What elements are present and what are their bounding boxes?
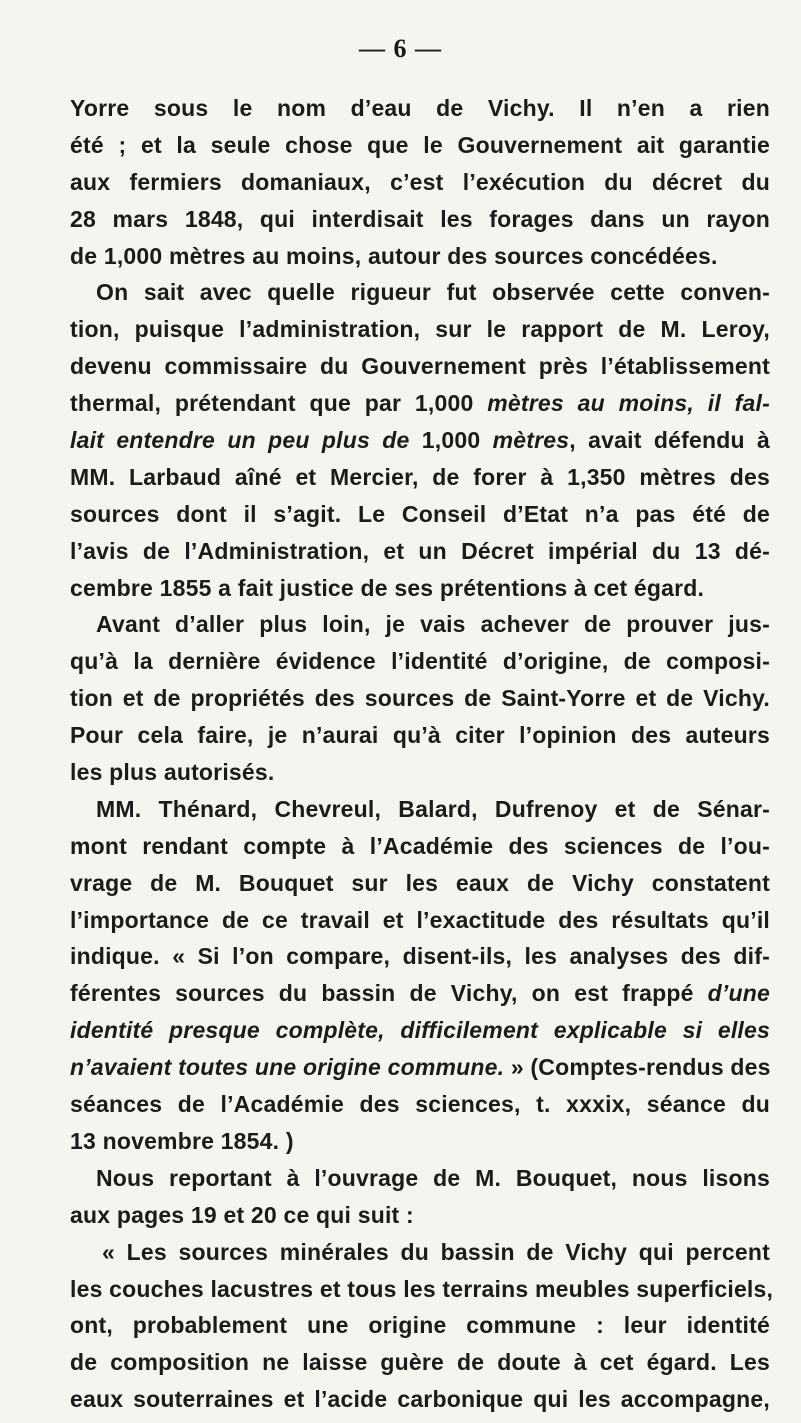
text-line	[70, 975, 770, 1012]
text-line: Avant d’aller plus loin, je vais achever de prouver jus-	[96, 611, 770, 638]
text-line	[70, 1049, 770, 1086]
text-line: mont rendant compte à l’Académie des sciences de l’ou-	[70, 832, 770, 859]
text-line: les plus autorisés.	[70, 759, 275, 786]
text-line: 28 mars 1848, qui interdisait les forages dans un rayon	[70, 205, 770, 232]
text-run: , avait défendu à	[569, 427, 770, 454]
text-line: Nous reportant à l’ouvrage de M. Bouquet, nous lisons	[96, 1164, 770, 1191]
text-line: 13 novembre 1854. )	[70, 1127, 294, 1154]
italic-run: n’avaient toutes une origine commune.	[70, 1054, 505, 1081]
text-line: sources dont il s’agit. Le Conseil d’Etat n’a pas été de	[70, 500, 770, 527]
italic-run: mètres au moins, il fal-	[487, 390, 770, 417]
text-line: aux fermiers domaniaux, c’est l’exécution du décret du	[70, 168, 770, 195]
text-line: vrage de M. Bouquet sur les eaux de Vichy constatent	[70, 869, 770, 896]
page-number: — 6 —	[359, 34, 442, 63]
text-line: tion, puisque l’administration, sur le rapport de M. Leroy,	[70, 316, 770, 343]
text-line	[70, 1012, 770, 1049]
text-line: été ; et la seule chose que le Gouvernement ait garantie	[70, 131, 770, 158]
text-line: l’importance de ce travail et l’exactitude des résultats qu’il	[70, 906, 770, 933]
text-line: les couches lacustres et tous les terrains meubles superficiels,	[70, 1275, 774, 1302]
text-line: indique. « Si l’on compare, disent-ils, les analyses des dif-	[70, 943, 770, 970]
text-run: » (Comptes-rendus des	[504, 1054, 771, 1081]
italic-run: lait entendre un peu plus de	[70, 427, 422, 454]
italic-run: d’une	[707, 980, 770, 1007]
text-line: Pour cela faire, je n’aurai qu’à citer l’opinion des auteurs	[70, 722, 770, 749]
text-line	[70, 422, 770, 459]
text-line: de 1,000 mètres au moins, autour des sources concédées.	[70, 242, 718, 269]
text-line: devenu commissaire du Gouvernement près l’établissement	[70, 353, 770, 380]
text-line: ont, probablement une origine commune : leur identité	[70, 1312, 770, 1339]
text-line: « Les sources minérales du bassin de Vichy qui percent	[102, 1238, 770, 1265]
text-run: férentes sources du bassin de Vichy, on est frappé	[70, 980, 708, 1007]
text-line: qu’à la dernière évidence l’identité d’origine, de composi-	[70, 648, 770, 675]
text-line: aux pages 19 et 20 ce qui suit :	[70, 1201, 414, 1228]
italic-run: mètres	[492, 427, 570, 454]
text-line: tion et de propriétés des sources de Saint-Yorre et de Vichy.	[70, 685, 770, 712]
text-line: eaux souterraines et l’acide carbonique qui les accompagne,	[70, 1386, 770, 1413]
text-line: On sait avec quelle rigueur fut observée cette conven-	[96, 279, 770, 306]
text-line: MM. Thénard, Chevreul, Balard, Dufrenoy et de Sénar-	[96, 795, 770, 822]
text-line: MM. Larbaud aîné et Mercier, de forer à 1,350 mètres des	[70, 463, 770, 490]
text-run: thermal, prétendant que par 1,000	[70, 390, 488, 417]
italic-run: identité presque complète, difficilement explicable si elles	[70, 1017, 770, 1044]
text-line: séances de l’Académie des sciences, t. xxxix, séance du	[70, 1091, 770, 1118]
text-line: de composition ne laisse guère de doute à cet égard. Les	[70, 1349, 770, 1376]
body-text	[70, 90, 774, 1418]
text-line	[70, 385, 770, 422]
text-line: l’avis de l’Administration, et un Décret impérial du 13 dé-	[70, 537, 770, 564]
text-line: cembre 1855 a fait justice de ses prétentions à cet égard.	[70, 574, 705, 601]
text-line: Yorre sous le nom d’eau de Vichy. Il n’en a rien	[70, 95, 770, 121]
text-run: 1,000	[421, 427, 493, 454]
